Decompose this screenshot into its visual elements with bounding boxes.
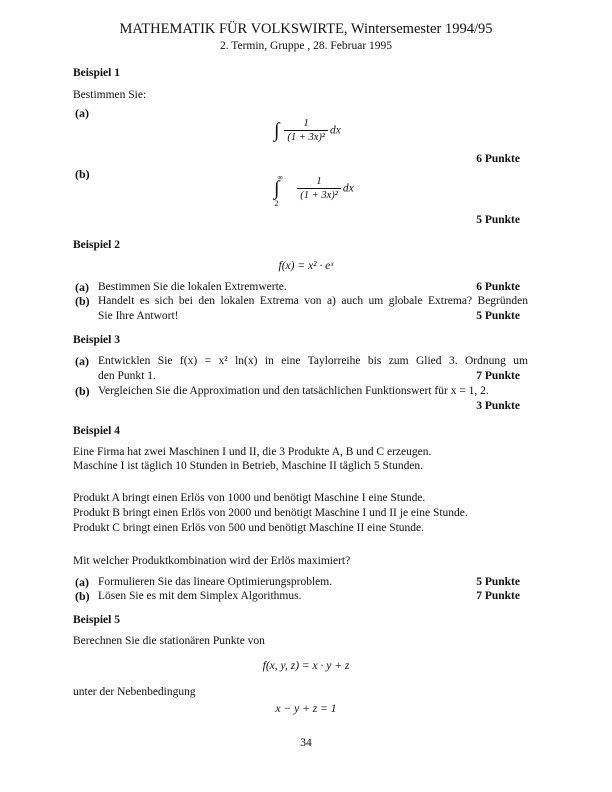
beispiel-2b-label: (b) <box>75 294 90 308</box>
fraction <box>297 176 341 202</box>
beispiel-1b-points: 5 Punkte <box>476 214 520 226</box>
beispiel-5-intro: Berechnen Sie die stationären Punkte von <box>73 635 265 647</box>
numerator: 1 <box>303 118 309 129</box>
beispiel-2-heading: Beispiel 2 <box>73 239 120 251</box>
numerator: 1 <box>316 176 322 187</box>
beispiel-3b-label: (b) <box>75 384 90 398</box>
beispiel-5-constraint-intro: unter der Nebenbedingung <box>73 686 196 698</box>
beispiel-2a-label: (a) <box>75 280 89 294</box>
beispiel-3b-points: 3 Punkte <box>476 400 520 412</box>
integral-sign: ∫ <box>274 177 280 200</box>
beispiel-1-heading: Beispiel 1 <box>73 67 120 79</box>
beispiel-3a-label: (a) <box>75 354 89 368</box>
differential: dx <box>342 182 354 195</box>
beispiel-1a-formula <box>274 118 341 144</box>
beispiel-4b-text: Lösen Sie es mit dem Simplex Algorithmus. <box>98 590 302 602</box>
beispiel-4a-label: (a) <box>75 575 89 589</box>
beispiel-4-paragraph-1-line-1: Eine Firma hat zwei Maschinen I und II, die 3 Produkte A, B und C erzeugen. <box>73 446 432 458</box>
beispiel-5-formula: f(x, y, z) = x · y + z <box>262 660 350 672</box>
integral-sign: ∫ <box>274 119 280 142</box>
integral-bounds <box>274 173 292 208</box>
beispiel-1a-points: 6 Punkte <box>476 153 520 165</box>
denominator: (1 + 3x)² <box>284 130 328 144</box>
beispiel-2-formula: f(x) = x² · eˣ <box>278 260 334 272</box>
fraction <box>284 118 328 144</box>
page-number: 34 <box>300 737 312 749</box>
beispiel-4-paragraph-2-line-1: Produkt A bringt einen Erlös von 1000 und benötigt Maschine I eine Stunde. <box>73 492 426 504</box>
beispiel-2b-points: 5 Punkte <box>476 310 520 322</box>
beispiel-4-paragraph-2-line-2: Produkt B bringt einen Erlös von 2000 und benötigt Maschine I und II je eine Stunde. <box>73 507 468 519</box>
page-subtitle: 2. Termin, Gruppe , 28. Februar 1995 <box>219 40 393 52</box>
beispiel-1b-label: (b) <box>75 167 90 181</box>
beispiel-4a-text: Formulieren Sie das lineare Optimierungsproblem. <box>98 576 333 588</box>
beispiel-4b-label: (b) <box>75 589 90 603</box>
upper-bound: ∞ <box>277 173 284 182</box>
beispiel-3-heading: Beispiel 3 <box>73 334 120 346</box>
beispiel-2a-points: 6 Punkte <box>476 281 520 293</box>
beispiel-4a-points: 5 Punkte <box>476 576 520 588</box>
beispiel-1a-label: (a) <box>75 106 89 120</box>
beispiel-5-constraint: x − y + z = 1 <box>275 703 337 715</box>
page-title: MATHEMATIK FÜR VOLKSWIRTE, Wintersemester 1994/95 <box>119 21 493 37</box>
beispiel-4-question: Mit welcher Produktkombination wird der Erlös maximiert? <box>73 555 351 567</box>
beispiel-2b-text-line2: Sie Ihre Antwort! <box>98 310 179 322</box>
beispiel-3b-text: Vergleichen Sie die Approximation und den tatsächlichen Funktionswert für x = 1, 2. <box>98 385 489 397</box>
beispiel-2a-text: Bestimmen Sie die lokalen Extremwerte. <box>98 281 287 293</box>
denominator: (1 + 3x)² <box>297 188 341 202</box>
beispiel-1-intro: Bestimmen Sie: <box>73 89 147 101</box>
differential: dx <box>330 124 341 137</box>
beispiel-2b-text-line1: Handelt es sich bei den lokalen Extrema von a) auch um globale Extrema? Begründen <box>98 295 528 307</box>
lower-bound: 2 <box>274 199 279 208</box>
beispiel-4-paragraph-1-line-2: Maschine I ist täglich 10 Stunden in Betrieb, Maschine II täglich 5 Stunden. <box>73 460 424 472</box>
beispiel-4b-points: 7 Punkte <box>476 590 520 602</box>
beispiel-3a-points: 7 Punkte <box>476 370 520 382</box>
beispiel-5-heading: Beispiel 5 <box>73 614 120 626</box>
beispiel-3a-text-line2: den Punkt 1. <box>98 370 156 382</box>
beispiel-4-heading: Beispiel 4 <box>73 425 120 437</box>
beispiel-1b-formula <box>274 173 354 208</box>
beispiel-4-paragraph-2-line-3: Produkt C bringt einen Erlös von 500 und benötigt Maschine II eine Stunde. <box>73 522 425 534</box>
beispiel-3a-text-line1: Entwicklen Sie f(x) = x² ln(x) in eine Taylorreihe bis zum Glied 3. Ordnung um <box>98 355 528 367</box>
